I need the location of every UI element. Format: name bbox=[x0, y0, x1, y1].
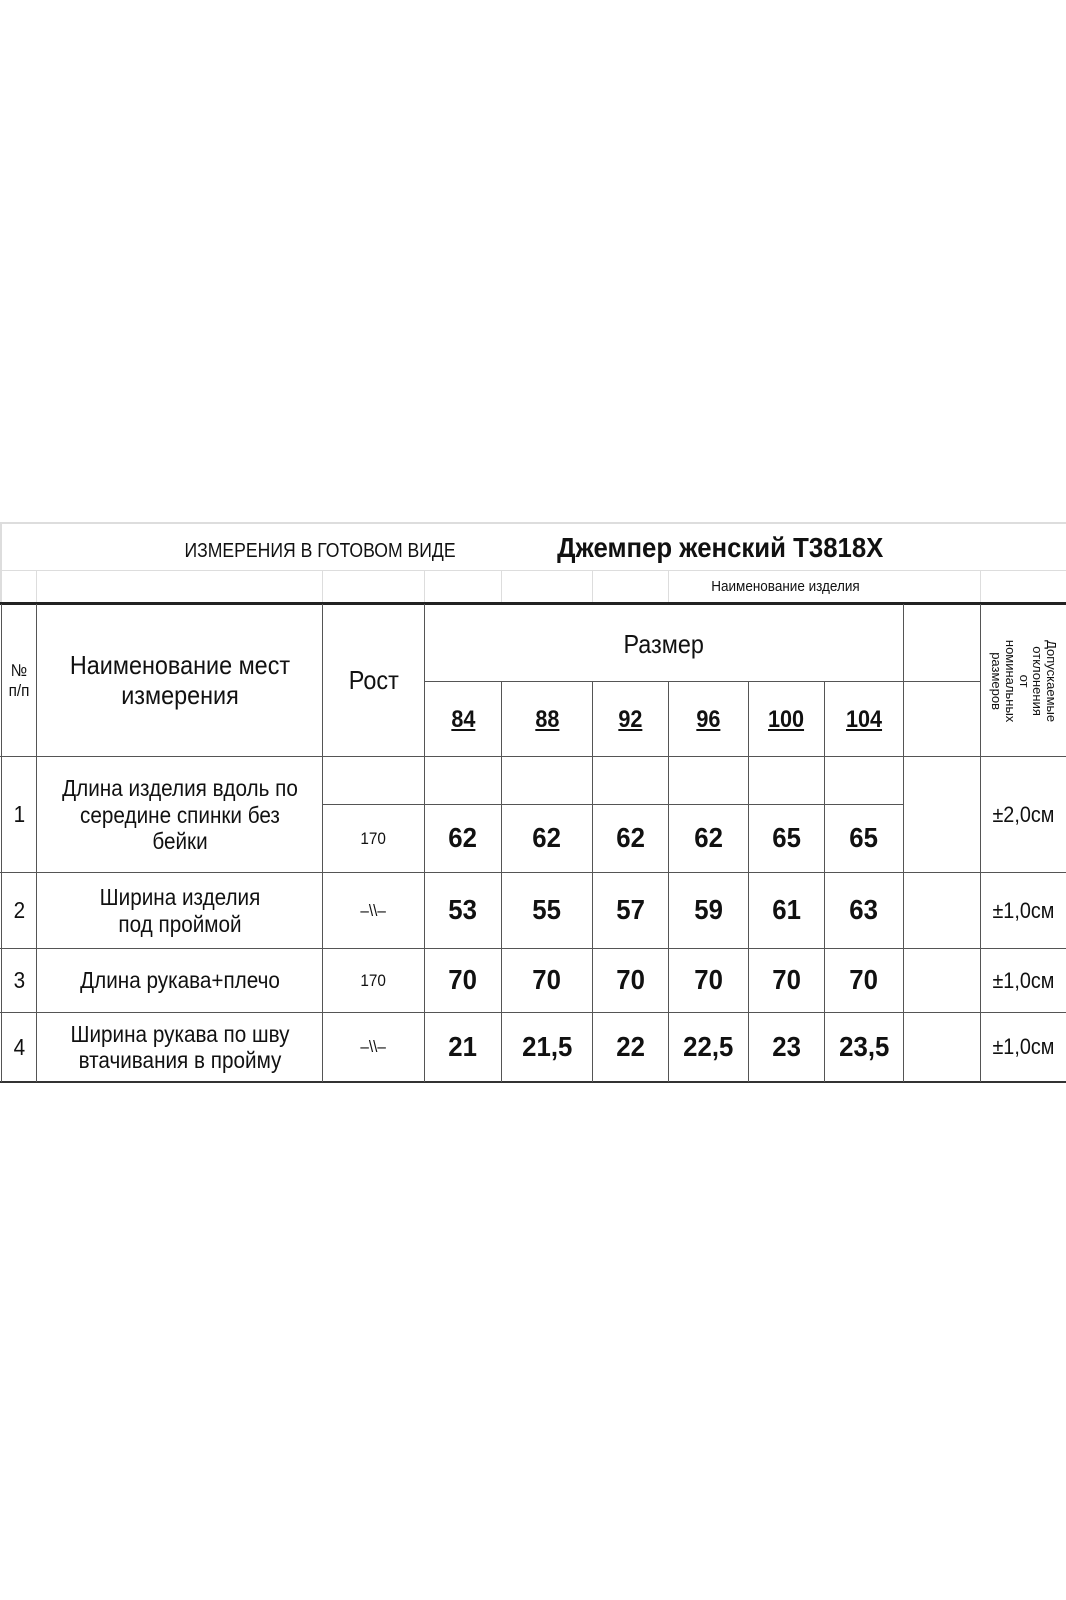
header-grid-line bbox=[322, 571, 323, 604]
size-header-text: 96 bbox=[696, 706, 721, 734]
row-height-text: –\\– bbox=[360, 1037, 387, 1057]
table-cell-value: 23 bbox=[772, 1030, 801, 1062]
row-tolerance-text: ±1,0см bbox=[992, 897, 1055, 923]
table-cell-value: 70 bbox=[849, 964, 879, 996]
size-header bbox=[502, 700, 592, 740]
size-header bbox=[749, 700, 824, 740]
row-name bbox=[40, 1013, 320, 1081]
size-header bbox=[825, 700, 903, 740]
product-title-text: Джемпер женский Т3818Х bbox=[556, 531, 884, 563]
col-header-number bbox=[2, 606, 36, 756]
table-cell bbox=[669, 805, 748, 872]
row-name bbox=[60, 873, 300, 948]
col-header-height-text: Рост bbox=[348, 665, 399, 696]
size-header-text: 100 bbox=[768, 706, 805, 734]
table-cell bbox=[749, 873, 824, 948]
row-tolerance bbox=[981, 873, 1066, 948]
table-cell bbox=[502, 805, 592, 872]
row-name-text: Ширина изделия под проймой bbox=[99, 884, 261, 937]
size-header-text: 104 bbox=[845, 706, 883, 734]
table-cell-value: 53 bbox=[448, 894, 478, 926]
table-cell bbox=[502, 1013, 592, 1081]
size-header-text: 88 bbox=[534, 706, 560, 734]
table-cell bbox=[749, 949, 824, 1012]
col-line bbox=[36, 604, 37, 1082]
product-caption bbox=[670, 574, 900, 600]
table-cell bbox=[825, 949, 903, 1012]
row-name bbox=[40, 775, 320, 855]
section-title bbox=[150, 536, 490, 566]
table-cell-value: 57 bbox=[616, 894, 645, 926]
table-cell bbox=[425, 873, 501, 948]
table-cell bbox=[593, 805, 668, 872]
table-cell-value: 59 bbox=[694, 894, 723, 926]
row-number bbox=[2, 757, 36, 872]
table-cell-value: 65 bbox=[772, 822, 801, 854]
header-grid-line bbox=[501, 571, 502, 604]
header-grid-line bbox=[668, 571, 669, 604]
table-cell bbox=[502, 873, 592, 948]
table-cell-value: 61 bbox=[772, 894, 801, 926]
table-cell-value: 22,5 bbox=[683, 1030, 734, 1062]
row-height-text: 170 bbox=[360, 828, 387, 848]
row-tolerance-text: ±2,0см bbox=[992, 801, 1055, 827]
row-height-text: –\\– bbox=[360, 900, 387, 920]
col-line bbox=[903, 604, 904, 1082]
table-cell-value: 70 bbox=[616, 964, 645, 996]
size-header-divider bbox=[424, 681, 980, 682]
size-header bbox=[669, 700, 748, 740]
row-number bbox=[2, 873, 36, 948]
table-cell-value: 70 bbox=[772, 964, 801, 996]
row-height bbox=[323, 805, 424, 872]
table-cell bbox=[749, 805, 824, 872]
header-grid-line bbox=[424, 571, 425, 604]
table-cell-value: 63 bbox=[849, 894, 879, 926]
table-cell-value: 62 bbox=[694, 822, 723, 854]
table-cell-value: 23,5 bbox=[838, 1030, 890, 1062]
header-grid-line bbox=[980, 571, 981, 604]
row-height bbox=[323, 1013, 424, 1081]
table-cell-value: 21,5 bbox=[521, 1030, 573, 1062]
row-height-text: 170 bbox=[360, 970, 387, 990]
table-cell bbox=[593, 949, 668, 1012]
col-header-tolerance-text: Допускаемые отклонения от номинальных размеров bbox=[989, 639, 1060, 723]
header-rule bbox=[0, 602, 1066, 605]
row-name-text: Ширина рукава по шву втачивания в пройму bbox=[70, 1020, 290, 1073]
header-left-border bbox=[0, 522, 2, 604]
table-cell-value: 62 bbox=[448, 822, 478, 854]
row-number-text: 3 bbox=[13, 967, 25, 994]
size-header bbox=[425, 700, 501, 740]
row-height bbox=[323, 949, 424, 1012]
row-number bbox=[2, 949, 36, 1012]
table-cell bbox=[825, 1013, 903, 1081]
col-header-name bbox=[46, 606, 314, 756]
header-grid-line bbox=[36, 571, 37, 604]
col-header-size-group-text: Размер bbox=[623, 629, 705, 660]
table-cell-value: 62 bbox=[532, 822, 562, 854]
table-cell bbox=[669, 873, 748, 948]
table-bottom-border bbox=[0, 1081, 1066, 1083]
row-tolerance bbox=[981, 949, 1066, 1012]
table-cell-value: 62 bbox=[616, 822, 645, 854]
row-number-text: 4 bbox=[13, 1033, 25, 1060]
table-cell-value: 70 bbox=[448, 964, 478, 996]
table-cell bbox=[669, 949, 748, 1012]
row-number-text: 1 bbox=[13, 801, 25, 828]
table-cell-value: 55 bbox=[532, 894, 562, 926]
col-header-size-group bbox=[425, 620, 903, 670]
table-cell bbox=[425, 949, 501, 1012]
col-header-height bbox=[323, 606, 424, 756]
header-divider bbox=[0, 570, 1066, 571]
row-tolerance-text: ±1,0см bbox=[992, 967, 1055, 993]
product-title bbox=[520, 528, 920, 568]
table-cell bbox=[593, 873, 668, 948]
row-name bbox=[40, 949, 320, 1012]
table-cell bbox=[425, 805, 501, 872]
header-grid-line bbox=[592, 571, 593, 604]
col-header-name-text: Наименование мест измерения bbox=[69, 650, 291, 710]
table-cell-value: 70 bbox=[532, 964, 562, 996]
col-header-tolerance bbox=[982, 606, 1066, 756]
table-cell-value: 70 bbox=[694, 964, 723, 996]
table-cell-value: 65 bbox=[849, 822, 879, 854]
table-cell bbox=[502, 949, 592, 1012]
table-cell bbox=[593, 1013, 668, 1081]
col-header-number-text: № п/п bbox=[8, 661, 30, 700]
size-header-text: 84 bbox=[450, 706, 476, 734]
table-cell-value: 21 bbox=[448, 1030, 478, 1062]
section-title-text: ИЗМЕРЕНИЯ В ГОТОВОМ ВИДЕ bbox=[184, 539, 456, 562]
row-tolerance bbox=[981, 1013, 1066, 1081]
table-cell bbox=[669, 1013, 748, 1081]
table-cell-value: 22 bbox=[616, 1030, 645, 1062]
row-name-text: Длина изделия вдоль по середине спинки без бейки bbox=[62, 775, 298, 855]
table-cell bbox=[425, 1013, 501, 1081]
row-name-text: Длина рукава+плечо bbox=[80, 967, 280, 994]
table-cell bbox=[749, 1013, 824, 1081]
row-height bbox=[323, 873, 424, 948]
table-cell bbox=[825, 805, 903, 872]
row-divider bbox=[0, 756, 1066, 757]
product-caption-text: Наименование изделия bbox=[710, 578, 860, 596]
size-header-text: 92 bbox=[618, 706, 643, 734]
size-header bbox=[593, 700, 668, 740]
row-number bbox=[2, 1013, 36, 1081]
row-number-text: 2 bbox=[13, 897, 25, 924]
row-tolerance bbox=[981, 757, 1066, 872]
row-tolerance-text: ±1,0см bbox=[992, 1034, 1055, 1060]
table-cell bbox=[825, 873, 903, 948]
table-top-border bbox=[0, 522, 1066, 524]
